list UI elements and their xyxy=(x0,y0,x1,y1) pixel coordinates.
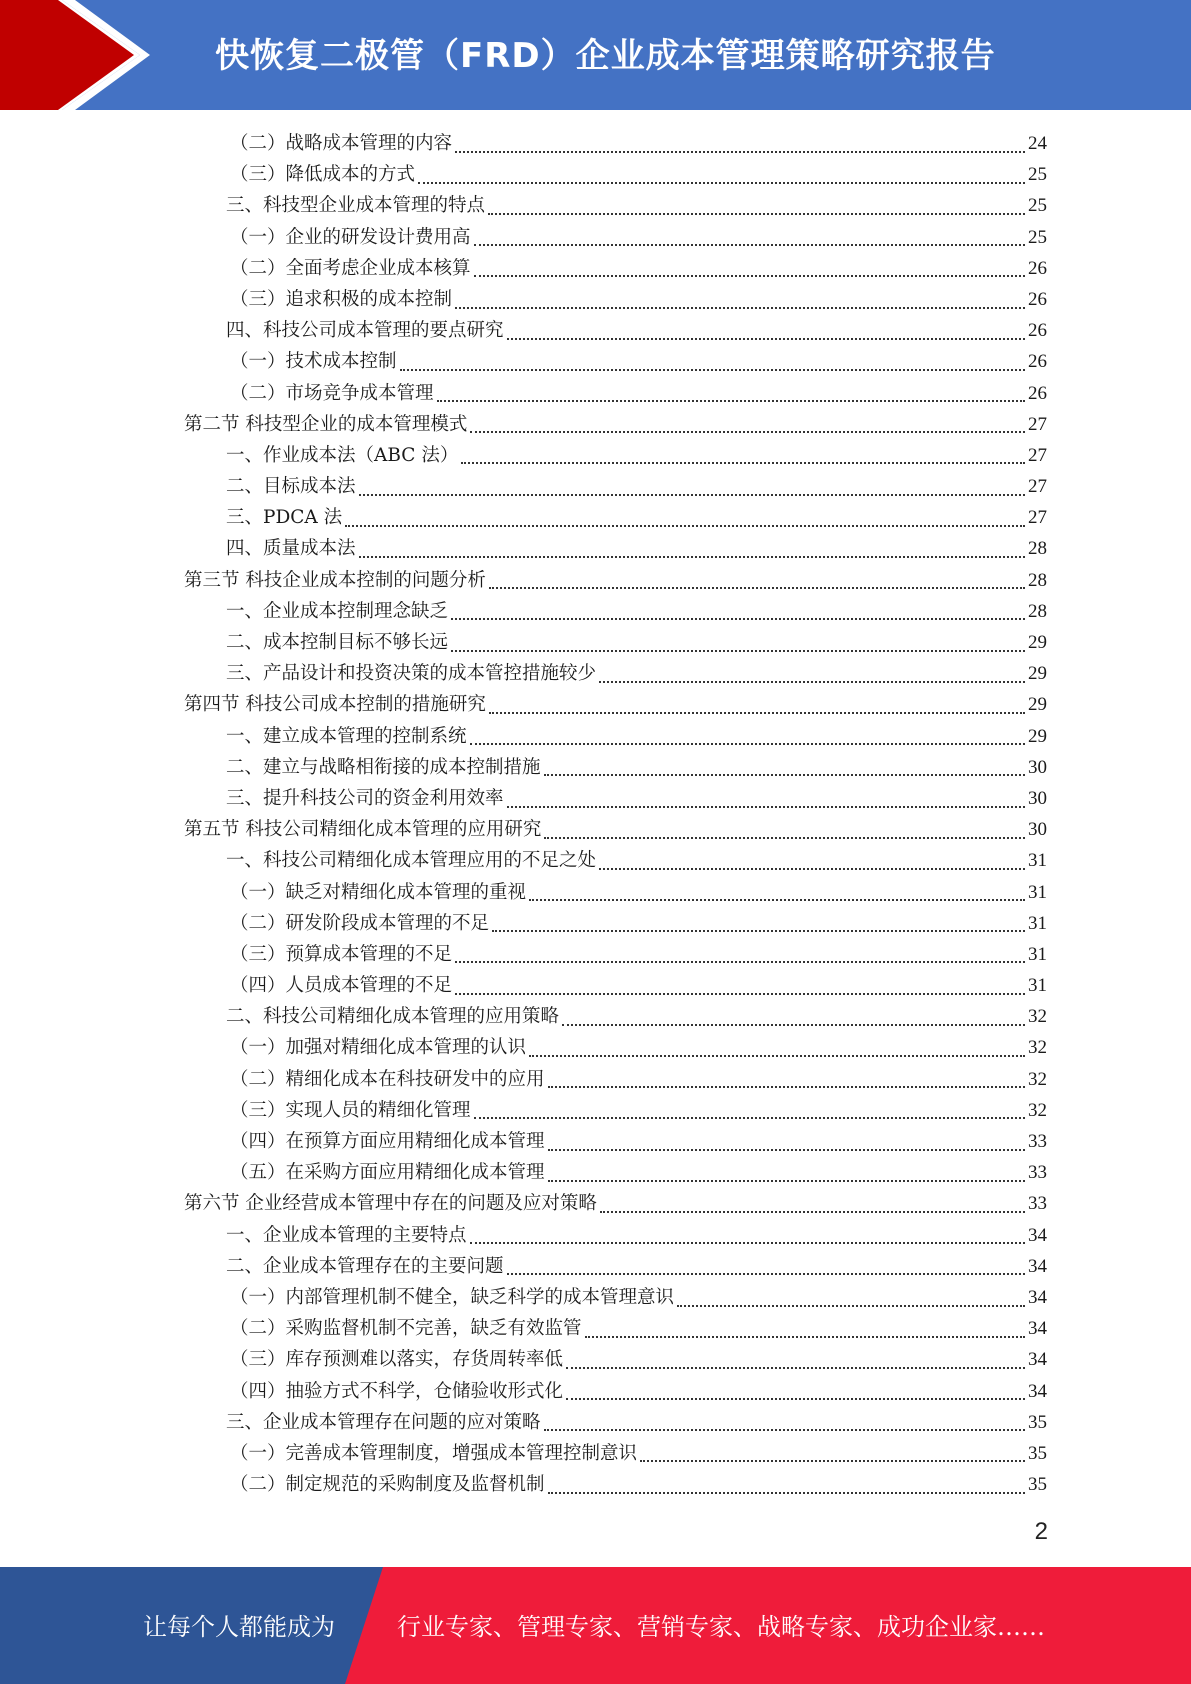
toc-entry-title: 四、质量成本法 xyxy=(226,538,356,560)
toc-entry-page: 31 xyxy=(1028,881,1047,903)
toc-entry[interactable] xyxy=(184,814,1047,845)
toc-entry[interactable] xyxy=(184,346,1047,377)
toc-entry-title: （二）精细化成本在科技研发中的应用 xyxy=(230,1068,545,1090)
toc-entry-page: 35 xyxy=(1028,1474,1047,1496)
toc-entry-page: 31 xyxy=(1028,850,1047,872)
document-title: 快恢复二极管（FRD）企业成本管理策略研究报告 xyxy=(215,36,996,76)
toc-entry-title: 第六节 企业经营成本管理中存在的问题及应对策略 xyxy=(184,1193,597,1215)
toc-entry[interactable] xyxy=(184,658,1047,689)
toc-entry[interactable] xyxy=(184,502,1047,533)
toc-leader-dots xyxy=(566,1398,1025,1400)
toc-leader-dots xyxy=(507,1273,1025,1275)
footer-slogan-left: 让每个人都能成为 xyxy=(143,1613,335,1641)
toc-entry-page: 33 xyxy=(1028,1162,1047,1184)
toc-entry-title: 二、企业成本管理存在的主要问题 xyxy=(226,1255,504,1277)
toc-entry[interactable] xyxy=(184,689,1047,720)
toc-entry-title: （二）采购监督机制不完善，缺乏有效监管 xyxy=(230,1318,582,1340)
toc-entry-title: 四、科技公司成本管理的要点研究 xyxy=(226,320,504,342)
toc-entry-page: 26 xyxy=(1028,288,1047,310)
toc-entry[interactable] xyxy=(184,1220,1047,1251)
toc-leader-dots xyxy=(470,1242,1025,1244)
toc-entry[interactable] xyxy=(184,440,1047,471)
toc-entry-page: 33 xyxy=(1028,1131,1047,1152)
toc-leader-dots xyxy=(437,400,1025,402)
toc-entry[interactable] xyxy=(184,378,1047,409)
toc-entry[interactable] xyxy=(184,409,1047,440)
toc-leader-dots xyxy=(455,961,1025,963)
toc-entry-title: （四）在预算方面应用精细化成本管理 xyxy=(230,1131,545,1152)
toc-entry[interactable] xyxy=(184,627,1047,658)
toc-leader-dots xyxy=(562,1024,1025,1026)
toc-entry-page: 27 xyxy=(1028,444,1047,466)
toc-entry-title: 二、建立与战略相衔接的成本控制措施 xyxy=(226,756,541,778)
footer-slogan-right: 行业专家、管理专家、营销专家、战略专家、成功企业家…… xyxy=(397,1613,1045,1641)
toc-leader-dots xyxy=(359,556,1025,558)
toc-entry-page: 30 xyxy=(1028,787,1047,809)
toc-entry-page: 26 xyxy=(1028,382,1047,404)
toc-leader-dots xyxy=(507,806,1025,808)
toc-leader-dots xyxy=(474,244,1025,246)
toc-entry-title: （五）在采购方面应用精细化成本管理 xyxy=(230,1162,545,1184)
toc-entry[interactable] xyxy=(184,1313,1047,1344)
toc-entry[interactable] xyxy=(184,1032,1047,1063)
toc-entry-title: （二）全面考虑企业成本核算 xyxy=(230,257,471,279)
toc-entry-page: 26 xyxy=(1028,257,1047,279)
toc-entry-title: 二、目标成本法 xyxy=(226,476,356,498)
toc-entry-page: 35 xyxy=(1028,1411,1047,1433)
toc-entry-title: （三）预算成本管理的不足 xyxy=(230,943,453,965)
toc-entry-title: 一、科技公司精细化成本管理应用的不足之处 xyxy=(226,850,597,872)
toc-leader-dots xyxy=(566,1367,1025,1369)
toc-entry[interactable] xyxy=(184,1095,1047,1126)
toc-leader-dots xyxy=(529,899,1025,901)
toc-leader-dots xyxy=(455,993,1025,995)
toc-entry[interactable] xyxy=(184,783,1047,814)
toc-entry[interactable] xyxy=(184,1344,1047,1375)
toc-entry[interactable] xyxy=(184,752,1047,783)
toc-entry-page: 32 xyxy=(1028,1068,1047,1090)
toc-entry[interactable] xyxy=(184,1282,1047,1313)
toc-leader-dots xyxy=(492,930,1025,932)
toc-leader-dots xyxy=(418,182,1025,184)
toc-leader-dots xyxy=(585,1336,1025,1338)
toc-entry-title: （一）技术成本控制 xyxy=(230,351,397,373)
toc-entry-title: 三、PDCA 法 xyxy=(226,507,343,529)
toc-entry-page: 34 xyxy=(1028,1349,1047,1371)
toc-leader-dots xyxy=(470,431,1025,433)
toc-entry-page: 29 xyxy=(1028,725,1047,747)
toc-entry-title: 一、企业成本控制理念缺乏 xyxy=(226,600,449,622)
toc-leader-dots xyxy=(461,462,1025,464)
toc-entry[interactable] xyxy=(184,1376,1047,1407)
toc-leader-dots xyxy=(474,1117,1025,1119)
toc-leader-dots xyxy=(544,837,1025,839)
toc-leader-dots xyxy=(489,712,1025,714)
toc-entry-page: 30 xyxy=(1028,756,1047,778)
toc-leader-dots xyxy=(345,525,1025,527)
toc-entry-title: （二）市场竞争成本管理 xyxy=(230,382,434,404)
toc-entry[interactable] xyxy=(184,1188,1047,1219)
toc-leader-dots xyxy=(548,1086,1025,1088)
toc-entry-title: 第二节 科技型企业的成本管理模式 xyxy=(184,413,468,435)
toc-entry-title: （四）抽验方式不科学，仓储验收形式化 xyxy=(230,1380,564,1402)
toc-entry-title: （一）完善成本管理制度，增强成本管理控制意识 xyxy=(230,1442,638,1464)
toc-entry-page: 28 xyxy=(1028,569,1047,591)
toc-entry[interactable] xyxy=(184,1251,1047,1282)
toc-entry-page: 34 xyxy=(1028,1318,1047,1340)
toc-entry-title: （三）实现人员的精细化管理 xyxy=(230,1099,471,1121)
toc-leader-dots xyxy=(400,369,1025,371)
toc-leader-dots xyxy=(455,151,1025,153)
toc-leader-dots xyxy=(474,275,1025,277)
toc-entry-title: （二）研发阶段成本管理的不足 xyxy=(230,912,490,934)
toc-leader-dots xyxy=(489,587,1025,589)
toc-entry[interactable] xyxy=(184,970,1047,1001)
toc-leader-dots xyxy=(677,1305,1025,1307)
toc-entry[interactable] xyxy=(184,1126,1047,1157)
toc-leader-dots xyxy=(488,213,1025,215)
toc-leader-dots xyxy=(548,1149,1025,1151)
toc-leader-dots xyxy=(544,1429,1025,1431)
toc-entry-page: 35 xyxy=(1028,1442,1047,1464)
table-of-contents xyxy=(184,128,1047,1500)
toc-entry[interactable] xyxy=(184,190,1047,221)
toc-entry-page: 29 xyxy=(1028,632,1047,653)
toc-entry-title: （三）追求积极的成本控制 xyxy=(230,288,453,310)
toc-leader-dots xyxy=(507,338,1025,340)
toc-entry-page: 32 xyxy=(1028,1037,1047,1059)
header-banner xyxy=(0,0,1191,110)
toc-entry-title: （二）战略成本管理的内容 xyxy=(230,133,453,154)
toc-leader-dots xyxy=(548,1180,1025,1182)
toc-leader-dots xyxy=(451,650,1025,652)
toc-entry-title: 第四节 科技公司成本控制的措施研究 xyxy=(184,694,486,716)
toc-entry[interactable] xyxy=(184,1064,1047,1095)
toc-entry-title: 一、作业成本法（ABC 法） xyxy=(226,444,459,466)
toc-leader-dots xyxy=(529,1055,1025,1057)
toc-entry-title: 一、建立成本管理的控制系统 xyxy=(226,725,467,747)
toc-entry[interactable] xyxy=(184,565,1047,596)
toc-entry-page: 24 xyxy=(1028,133,1047,154)
toc-entry[interactable] xyxy=(184,315,1047,346)
toc-entry-page: 27 xyxy=(1028,507,1047,529)
toc-entry[interactable] xyxy=(184,159,1047,190)
toc-entry-page: 30 xyxy=(1028,819,1047,841)
toc-entry-page: 31 xyxy=(1028,912,1047,934)
toc-entry-page: 34 xyxy=(1028,1286,1047,1308)
toc-entry-title: 三、企业成本管理存在问题的应对策略 xyxy=(226,1411,541,1433)
toc-entry-page: 32 xyxy=(1028,1006,1047,1028)
toc-entry[interactable] xyxy=(184,222,1047,253)
toc-entry-page: 26 xyxy=(1028,320,1047,342)
toc-entry-page: 32 xyxy=(1028,1099,1047,1121)
toc-entry[interactable] xyxy=(184,253,1047,284)
toc-entry-title: （一）缺乏对精细化成本管理的重视 xyxy=(230,881,527,903)
toc-entry-page: 34 xyxy=(1028,1380,1047,1402)
toc-entry-title: 三、产品设计和投资决策的成本管控措施较少 xyxy=(226,663,597,685)
toc-entry-page: 28 xyxy=(1028,538,1047,560)
toc-entry-title: 二、科技公司精细化成本管理的应用策略 xyxy=(226,1006,560,1028)
toc-entry[interactable] xyxy=(184,1438,1047,1469)
toc-entry-title: （一）企业的研发设计费用高 xyxy=(230,226,471,248)
toc-entry[interactable] xyxy=(184,908,1047,939)
toc-entry-title: 三、科技型企业成本管理的特点 xyxy=(226,195,486,217)
toc-entry[interactable] xyxy=(184,1157,1047,1188)
toc-leader-dots xyxy=(599,868,1025,870)
toc-entry[interactable] xyxy=(184,533,1047,564)
toc-entry-page: 27 xyxy=(1028,413,1047,435)
toc-entry-page: 33 xyxy=(1028,1193,1047,1215)
toc-leader-dots xyxy=(599,681,1025,683)
toc-entry[interactable] xyxy=(184,284,1047,315)
toc-entry-title: 第五节 科技公司精细化成本管理的应用研究 xyxy=(184,819,542,841)
toc-entry-page: 25 xyxy=(1028,195,1047,217)
toc-entry-title: （三）降低成本的方式 xyxy=(230,164,416,186)
toc-entry-title: 三、提升科技公司的资金利用效率 xyxy=(226,787,504,809)
toc-leader-dots xyxy=(600,1211,1025,1213)
toc-entry[interactable] xyxy=(184,939,1047,970)
toc-entry-title: （一）内部管理机制不健全，缺乏科学的成本管理意识 xyxy=(230,1286,675,1308)
toc-entry-page: 29 xyxy=(1028,694,1047,716)
toc-entry-page: 28 xyxy=(1028,600,1047,622)
toc-entry-page: 31 xyxy=(1028,943,1047,965)
toc-entry-page: 25 xyxy=(1028,226,1047,248)
toc-entry-page: 29 xyxy=(1028,663,1047,685)
toc-entry-page: 34 xyxy=(1028,1224,1047,1246)
toc-entry-title: 第三节 科技企业成本控制的问题分析 xyxy=(184,569,486,591)
toc-leader-dots xyxy=(544,774,1025,776)
toc-entry-page: 27 xyxy=(1028,476,1047,498)
toc-entry[interactable] xyxy=(184,877,1047,908)
toc-entry-title: 一、企业成本管理的主要特点 xyxy=(226,1224,467,1246)
toc-entry-title: 二、成本控制目标不够长远 xyxy=(226,632,449,653)
toc-leader-dots xyxy=(640,1460,1025,1462)
toc-entry[interactable] xyxy=(184,128,1047,159)
toc-entry-page: 26 xyxy=(1028,351,1047,373)
toc-leader-dots xyxy=(548,1492,1025,1494)
footer-banner xyxy=(0,1567,1191,1684)
toc-entry-title: （四）人员成本管理的不足 xyxy=(230,975,453,997)
toc-entry-page: 25 xyxy=(1028,164,1047,186)
toc-leader-dots xyxy=(359,494,1025,496)
toc-entry[interactable] xyxy=(184,471,1047,502)
toc-entry-title: （三）库存预测难以落实，存货周转率低 xyxy=(230,1349,564,1371)
toc-entry-page: 31 xyxy=(1028,975,1047,997)
toc-leader-dots xyxy=(455,307,1025,309)
toc-entry[interactable] xyxy=(184,1407,1047,1438)
toc-entry[interactable] xyxy=(184,1001,1047,1032)
page-number: 2 xyxy=(1034,1518,1048,1545)
toc-entry[interactable] xyxy=(184,845,1047,876)
toc-leader-dots xyxy=(451,618,1025,620)
toc-entry-title: （一）加强对精细化成本管理的认识 xyxy=(230,1037,527,1059)
toc-entry[interactable] xyxy=(184,721,1047,752)
toc-entry[interactable] xyxy=(184,596,1047,627)
toc-leader-dots xyxy=(470,743,1025,745)
toc-entry[interactable] xyxy=(184,1469,1047,1500)
toc-entry-title: （二）制定规范的采购制度及监督机制 xyxy=(230,1474,545,1496)
toc-entry-page: 34 xyxy=(1028,1255,1047,1277)
